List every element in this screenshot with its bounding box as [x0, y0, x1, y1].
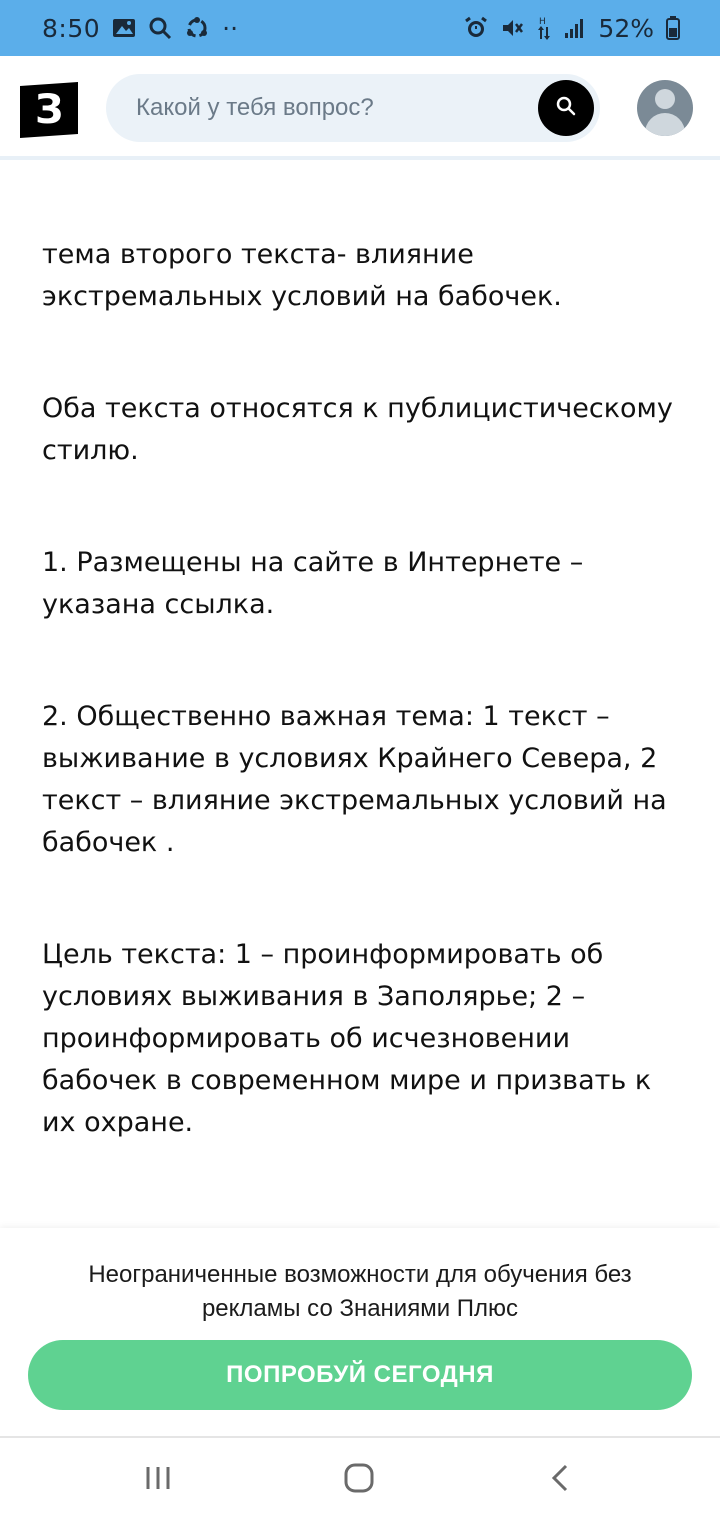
answer-paragraph: Цель текста: 1 – проинформировать об условиях выживания в Заполярье; 2 – проинформировать об исчезновении бабочек в современном мире и призвать к их охране. — [42, 939, 652, 1138]
status-time: 8:50 — [42, 13, 101, 43]
sync-icon — [184, 16, 210, 40]
search-input[interactable] — [136, 74, 526, 142]
mute-icon — [500, 16, 524, 40]
try-today-button[interactable]: ПОПРОБУЙ СЕГОДНЯ — [28, 1340, 692, 1410]
logo-letter: З — [34, 87, 64, 134]
search-notification-icon — [148, 16, 172, 40]
avatar-head — [655, 89, 675, 109]
gallery-icon — [112, 17, 136, 39]
avatar-body — [645, 113, 685, 136]
search-box[interactable] — [106, 74, 600, 142]
system-nav-bar — [0, 1436, 720, 1520]
back-button[interactable] — [540, 1460, 580, 1500]
alarm-icon — [464, 16, 488, 40]
data-arrows-icon — [536, 15, 552, 41]
svg-text:H: H — [539, 17, 547, 27]
status-left — [42, 14, 238, 43]
answer-paragraph: Оба текста относятся к публицистическому стилю. — [42, 393, 673, 466]
search-button[interactable] — [538, 80, 594, 136]
recent-apps-button[interactable] — [138, 1460, 178, 1500]
status-right — [464, 14, 680, 43]
answer-paragraph: 2. Общественно важная тема: 1 текст – выживание в условиях Крайнего Севера, 2 текст – влияние экстремальных условий на бабочек . — [42, 701, 667, 858]
battery-percent: 52% — [598, 13, 654, 43]
answer-content — [42, 164, 682, 1228]
app-header — [0, 56, 720, 160]
znanija-logo[interactable] — [20, 82, 78, 138]
recent-apps-icon — [143, 1464, 173, 1496]
promo-banner — [0, 1228, 720, 1436]
avatar[interactable] — [637, 80, 693, 136]
more-notifications-indicator: ·· — [222, 13, 239, 43]
home-icon — [343, 1462, 375, 1498]
answer-paragraph: 1. Размещены на сайте в Интернете – указана ссылка. — [42, 547, 584, 620]
back-icon — [548, 1463, 572, 1497]
search-icon — [555, 95, 577, 121]
battery-icon — [666, 16, 680, 40]
promo-text: Неограниченные возможности для обучения без рекламы со Знаниями Плюс — [88, 1261, 632, 1322]
home-button[interactable] — [339, 1460, 379, 1500]
answer-paragraph: тема второго текста- влияние экстремальных условий на бабочек. — [42, 239, 562, 312]
status-bar — [0, 0, 720, 56]
signal-icon — [564, 17, 586, 39]
